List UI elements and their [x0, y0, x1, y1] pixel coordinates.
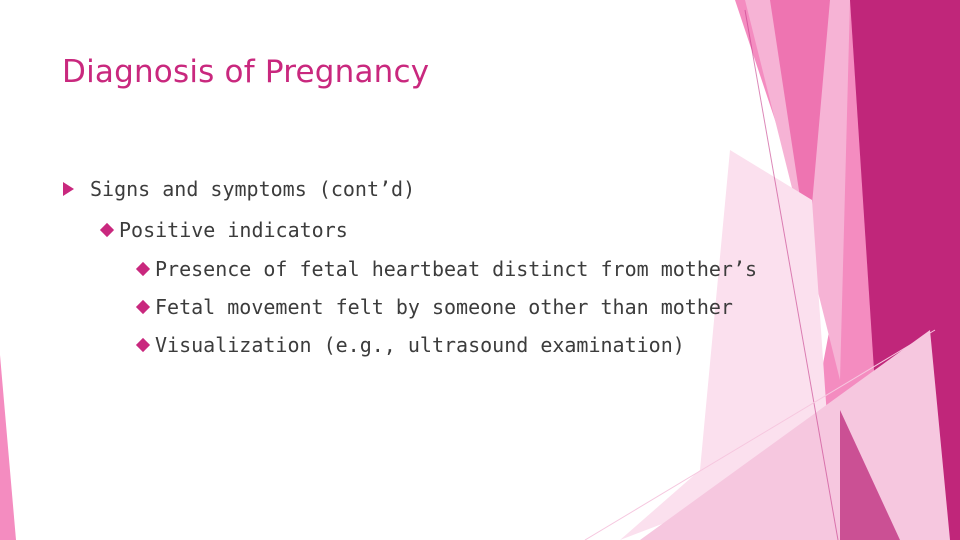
slide-title: Diagnosis of Pregnancy	[62, 54, 430, 90]
bullet-text: Positive indicators	[119, 218, 348, 242]
bullet-text: Presence of fetal heartbeat distinct from mother’s	[155, 257, 758, 281]
bullet-text: Signs and symptoms (cont’d)	[90, 177, 416, 201]
bullet-text: Fetal movement felt by someone other than mother	[155, 295, 733, 319]
triangle-bullet-icon	[63, 182, 74, 196]
bullet-text: Visualization (e.g., ultrasound examination)	[155, 333, 685, 357]
left-edge-facet	[0, 355, 16, 540]
